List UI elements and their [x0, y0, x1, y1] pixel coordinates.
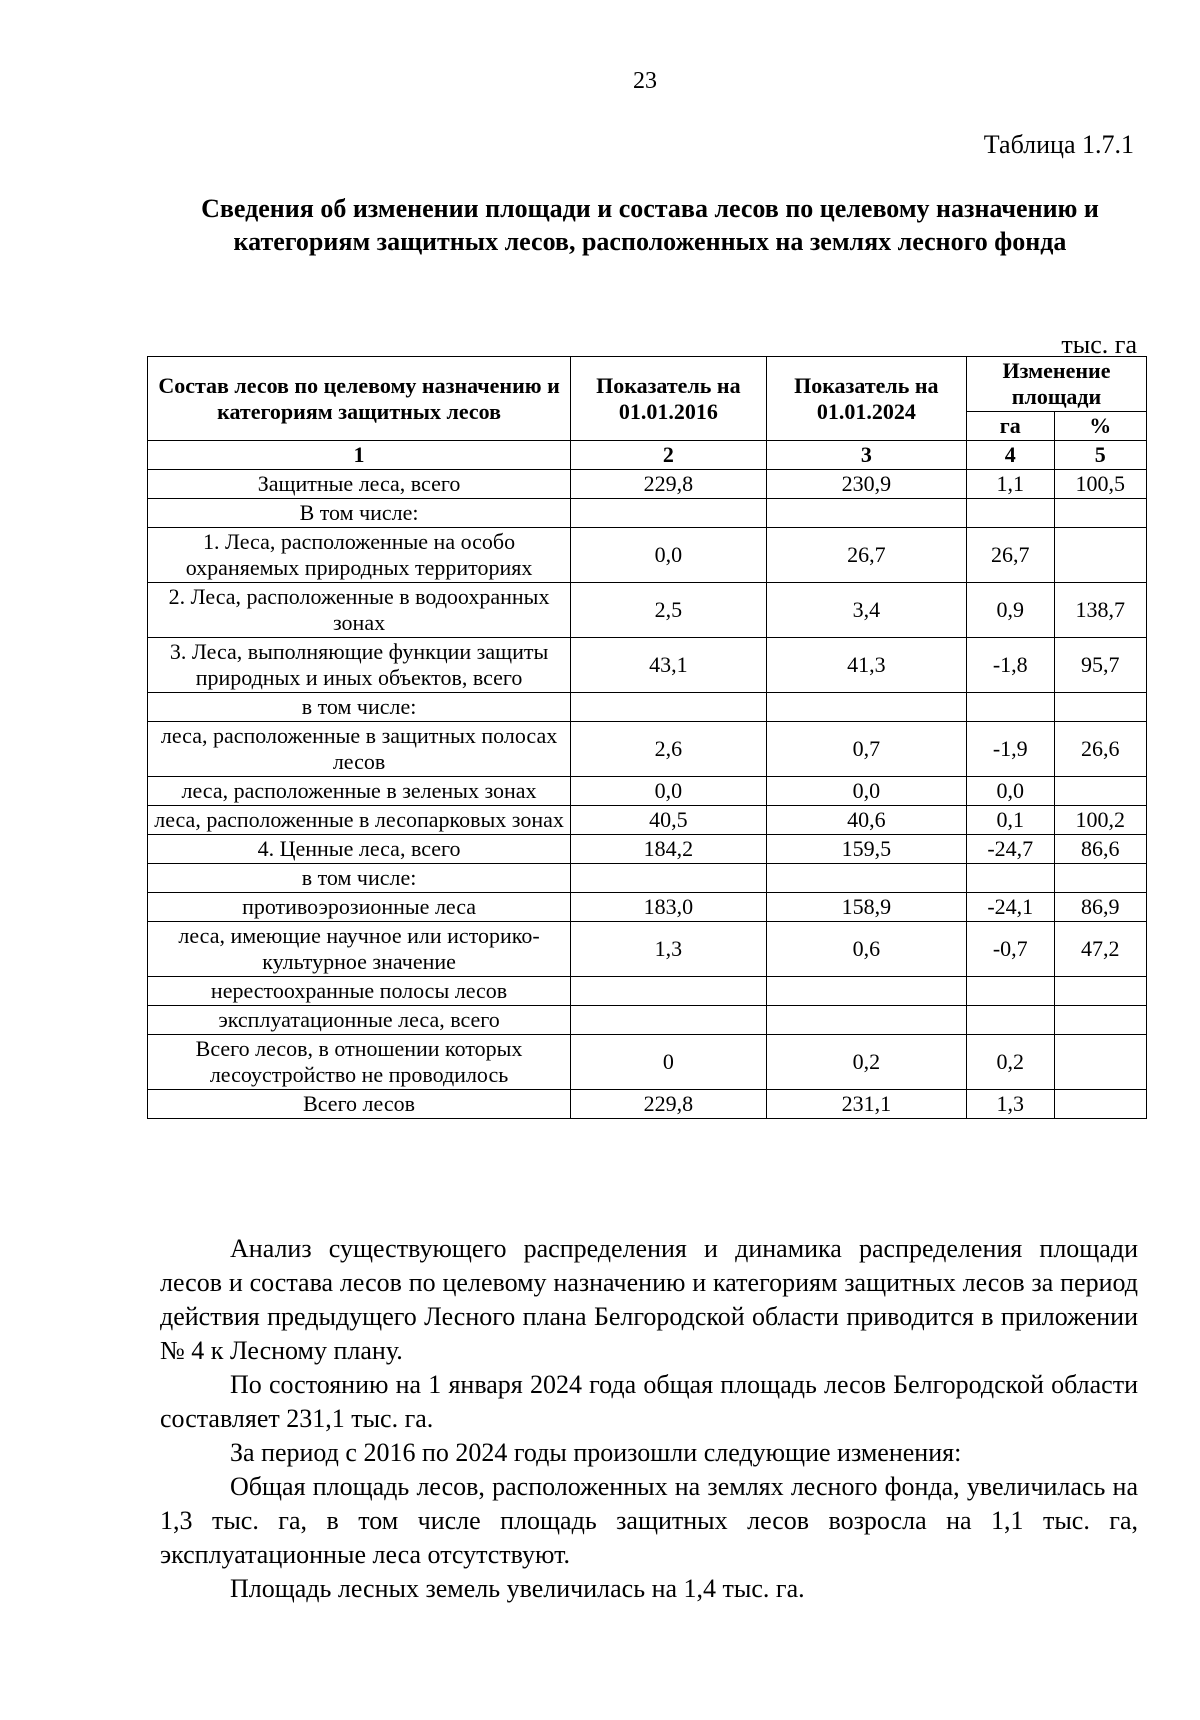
value-2024-cell: 0,6	[766, 922, 966, 977]
change-ha-cell: 1,3	[967, 1090, 1055, 1119]
change-ha-cell: 26,7	[967, 528, 1055, 583]
table-row	[148, 528, 1147, 583]
change-ha-cell: 0,2	[967, 1035, 1055, 1090]
change-percent-cell	[1054, 777, 1147, 806]
value-2016-cell: 183,0	[571, 893, 767, 922]
change-ha-cell	[967, 693, 1055, 722]
table-row	[148, 1035, 1147, 1090]
change-percent-cell: 26,6	[1054, 722, 1147, 777]
row-name-cell: 1. Леса, расположенные на особо охраняемых природных территориях	[148, 528, 571, 583]
change-percent-cell: 86,6	[1054, 835, 1147, 864]
change-ha-cell: -24,7	[967, 835, 1055, 864]
value-2016-cell: 43,1	[571, 638, 767, 693]
paragraph: Площадь лесных земель увеличилась на 1,4 тыс. га.	[230, 1574, 805, 1603]
value-2016-cell	[571, 693, 767, 722]
change-percent-cell: 100,2	[1054, 806, 1147, 835]
table-row	[148, 638, 1147, 693]
table-row	[148, 693, 1147, 722]
row-name-cell: леса, расположенные в защитных полосах лесов	[148, 722, 571, 777]
value-2024-cell: 0,2	[766, 1035, 966, 1090]
header-percent: %	[1054, 412, 1147, 441]
change-percent-cell: 95,7	[1054, 638, 1147, 693]
table-row	[148, 722, 1147, 777]
header-change: Изменение площади	[967, 357, 1147, 412]
change-ha-cell: -1,9	[967, 722, 1055, 777]
value-2024-cell: 0,7	[766, 722, 966, 777]
table-units: тыс. га	[1061, 330, 1137, 359]
value-2024-cell	[766, 977, 966, 1006]
value-2016-cell: 229,8	[571, 1090, 767, 1119]
change-ha-cell: -1,8	[967, 638, 1055, 693]
row-name-cell: 2. Леса, расположенные в водоохранных зонах	[148, 583, 571, 638]
value-2024-cell: 230,9	[766, 470, 966, 499]
change-ha-cell	[967, 499, 1055, 528]
column-number: 5	[1054, 441, 1147, 470]
table-body	[148, 470, 1147, 1119]
column-number: 4	[967, 441, 1055, 470]
paragraph: За период с 2016 по 2024 годы произошли следующие изменения:	[230, 1438, 962, 1467]
value-2016-cell	[571, 499, 767, 528]
forest-composition-table	[147, 356, 1147, 1119]
value-2024-cell: 231,1	[766, 1090, 966, 1119]
change-percent-cell	[1054, 977, 1147, 1006]
row-name-cell: леса, имеющие научное или историко-культурное значение	[148, 922, 571, 977]
row-name-cell: Защитные леса, всего	[148, 470, 571, 499]
value-2024-cell: 40,6	[766, 806, 966, 835]
change-percent-cell	[1054, 528, 1147, 583]
change-ha-cell: 1,1	[967, 470, 1055, 499]
row-name-cell: нерестоохранные полосы лесов	[148, 977, 571, 1006]
row-name-cell: Всего лесов	[148, 1090, 571, 1119]
table-row	[148, 864, 1147, 893]
column-numbers-row	[148, 441, 1147, 470]
body-text	[160, 1232, 1138, 1606]
value-2016-cell	[571, 864, 767, 893]
table-row	[148, 583, 1147, 638]
value-2016-cell: 229,8	[571, 470, 767, 499]
value-2024-cell: 41,3	[766, 638, 966, 693]
table-row	[148, 922, 1147, 977]
value-2016-cell: 40,5	[571, 806, 767, 835]
value-2016-cell: 0,0	[571, 777, 767, 806]
column-number: 3	[766, 441, 966, 470]
value-2024-cell	[766, 864, 966, 893]
row-name-cell: Всего лесов, в отношении которых лесоустройство не проводилось	[148, 1035, 571, 1090]
change-percent-cell: 86,9	[1054, 893, 1147, 922]
table-row	[148, 777, 1147, 806]
value-2024-cell: 0,0	[766, 777, 966, 806]
change-percent-cell	[1054, 693, 1147, 722]
row-name-cell: 4. Ценные леса, всего	[148, 835, 571, 864]
value-2016-cell	[571, 1006, 767, 1035]
change-percent-cell	[1054, 499, 1147, 528]
value-2016-cell: 2,5	[571, 583, 767, 638]
value-2024-cell	[766, 499, 966, 528]
value-2024-cell	[766, 1006, 966, 1035]
header-ha: га	[967, 412, 1055, 441]
value-2024-cell: 159,5	[766, 835, 966, 864]
change-ha-cell	[967, 864, 1055, 893]
table-row	[148, 1006, 1147, 1035]
header-2016: Показатель на 01.01.2016	[571, 357, 767, 441]
value-2016-cell: 2,6	[571, 722, 767, 777]
column-number: 2	[571, 441, 767, 470]
change-ha-cell: 0,0	[967, 777, 1055, 806]
change-percent-cell: 100,5	[1054, 470, 1147, 499]
row-name-cell: противоэрозионные леса	[148, 893, 571, 922]
change-ha-cell: -24,1	[967, 893, 1055, 922]
row-name-cell: леса, расположенные в зеленых зонах	[148, 777, 571, 806]
row-name-cell: В том числе:	[148, 499, 571, 528]
value-2024-cell: 26,7	[766, 528, 966, 583]
row-name-cell: в том числе:	[148, 693, 571, 722]
change-percent-cell	[1054, 1006, 1147, 1035]
row-name-cell: в том числе:	[148, 864, 571, 893]
row-name-cell: 3. Леса, выполняющие функции защиты природных и иных объектов, всего	[148, 638, 571, 693]
change-percent-cell	[1054, 1090, 1147, 1119]
change-percent-cell	[1054, 864, 1147, 893]
value-2016-cell: 184,2	[571, 835, 767, 864]
table-row	[148, 1090, 1147, 1119]
change-ha-cell: 0,9	[967, 583, 1055, 638]
header-2024: Показатель на 01.01.2024	[766, 357, 966, 441]
paragraph: Анализ существующего распределения и динамика распределения площади лесов и состава лесов по целевому назначению и категориям защитных лесов за период действия предыдущего Лесного плана Белгородской области приводится в приложении № 4 к Лесному плану.	[160, 1234, 1138, 1365]
value-2024-cell	[766, 693, 966, 722]
value-2024-cell: 3,4	[766, 583, 966, 638]
change-ha-cell	[967, 1006, 1055, 1035]
column-number: 1	[148, 441, 571, 470]
table-row	[148, 835, 1147, 864]
paragraph: По состоянию на 1 января 2024 года общая площадь лесов Белгородской области составляет 231,1 тыс. га.	[160, 1370, 1138, 1433]
value-2016-cell	[571, 977, 767, 1006]
table-row	[148, 806, 1147, 835]
row-name-cell: эксплуатационные леса, всего	[148, 1006, 571, 1035]
table-title: Сведения об изменении площади и состава лесов по целевому назначению и категориям защитных лесов, расположенных на землях лесного фонда	[201, 194, 1099, 256]
row-name-cell: леса, расположенные в лесопарковых зонах	[148, 806, 571, 835]
change-percent-cell: 47,2	[1054, 922, 1147, 977]
value-2016-cell: 0,0	[571, 528, 767, 583]
change-ha-cell: 0,1	[967, 806, 1055, 835]
change-ha-cell: -0,7	[967, 922, 1055, 977]
table-label: Таблица 1.7.1	[983, 130, 1134, 159]
table-row	[148, 977, 1147, 1006]
value-2024-cell: 158,9	[766, 893, 966, 922]
table-row	[148, 499, 1147, 528]
table-row	[148, 893, 1147, 922]
change-percent-cell	[1054, 1035, 1147, 1090]
value-2016-cell: 0	[571, 1035, 767, 1090]
paragraph: Общая площадь лесов, расположенных на землях лесного фонда, увеличилась на 1,3 тыс. га, в том числе площадь защитных лесов возросла на 1,1 тыс. га, эксплуатационные леса отсутствуют.	[160, 1472, 1138, 1569]
table-row	[148, 470, 1147, 499]
value-2016-cell: 1,3	[571, 922, 767, 977]
change-ha-cell	[967, 977, 1055, 1006]
change-percent-cell: 138,7	[1054, 583, 1147, 638]
header-composition: Состав лесов по целевому назначению и категориям защитных лесов	[148, 357, 571, 441]
page-number: 23	[633, 68, 657, 94]
